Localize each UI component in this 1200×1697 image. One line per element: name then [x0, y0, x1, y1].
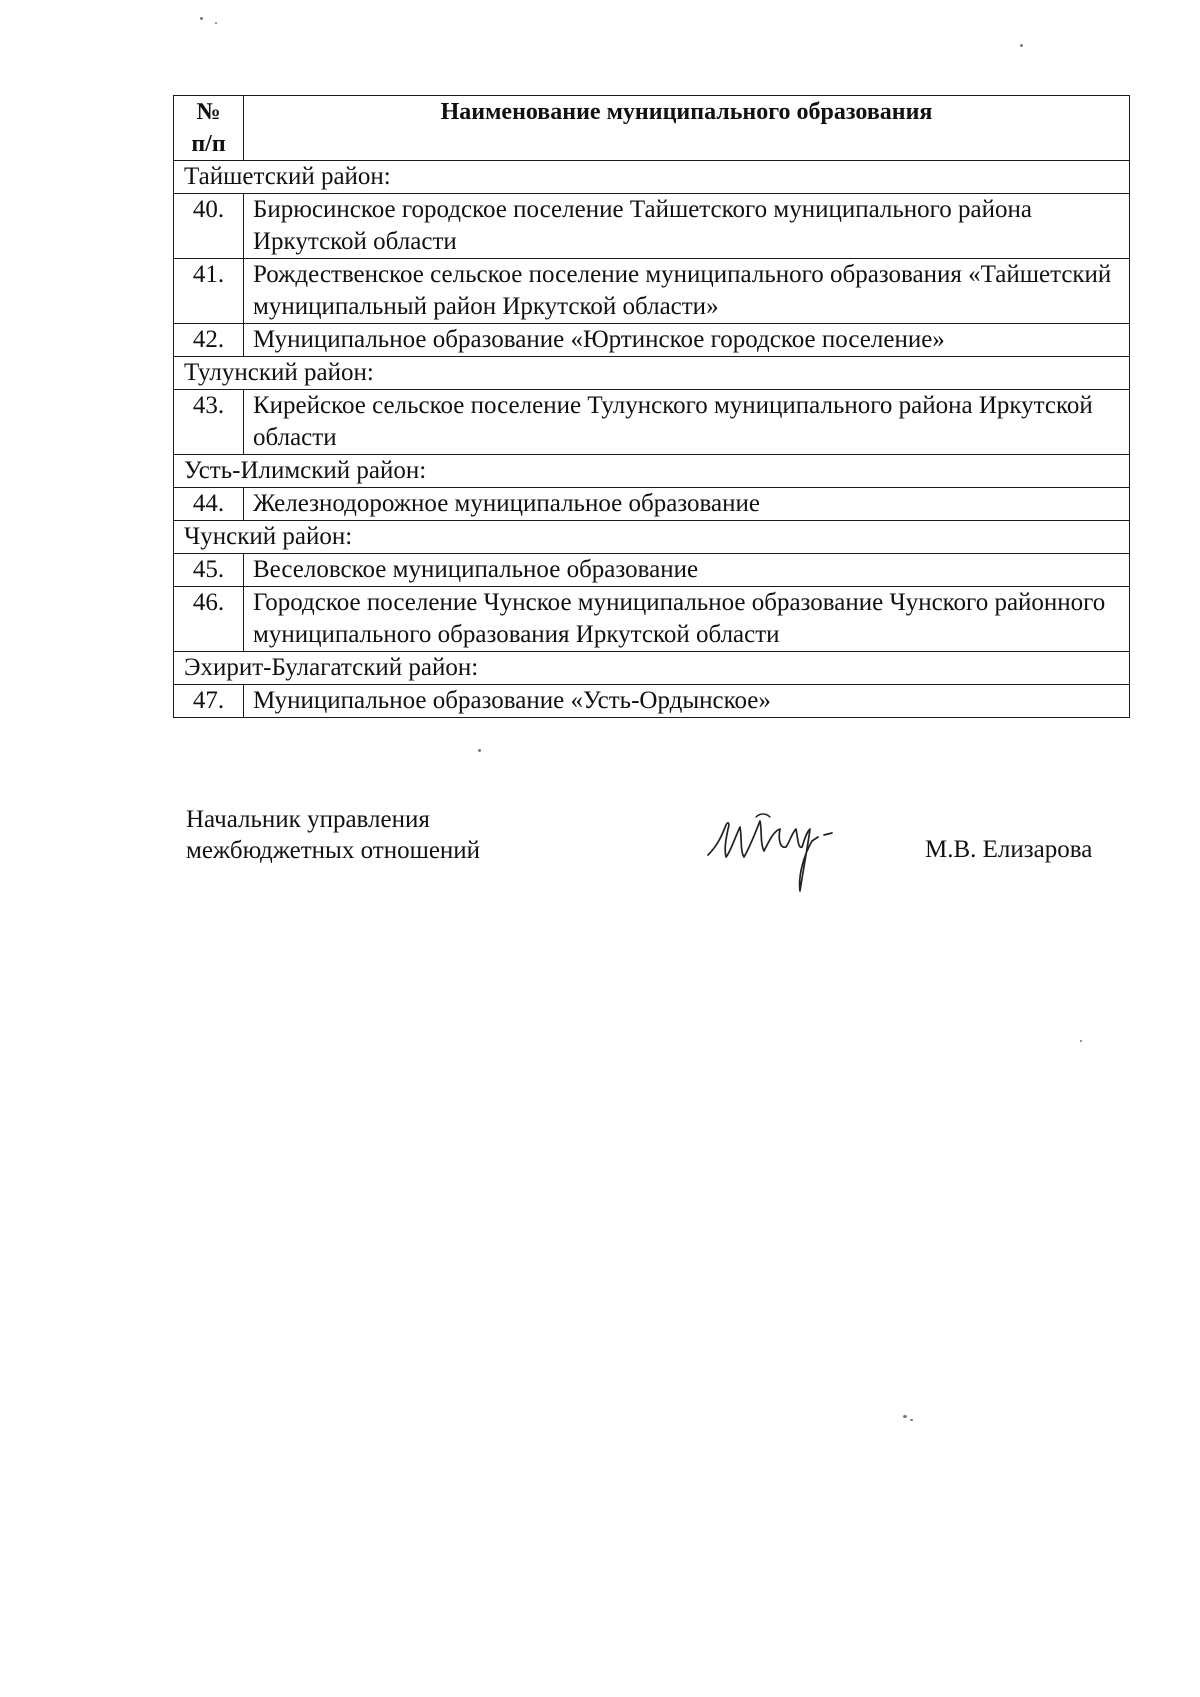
table-body [174, 161, 1130, 718]
signer-name: М.В. Елизарова [925, 836, 1093, 863]
number-column-header [174, 96, 244, 161]
table-row [174, 390, 1130, 455]
district-name: Чунский район: [174, 521, 1130, 554]
entry-name: Муниципальное образование «Юртинское городское поселение» [244, 324, 1130, 357]
scan-speck [215, 22, 217, 24]
entry-name: Веселовское муниципальное образование [244, 554, 1130, 587]
entry-name: Муниципальное образование «Усть-Ордынское» [244, 685, 1130, 718]
table-row [174, 324, 1130, 357]
position-line-1: Начальник управления [186, 806, 430, 833]
scan-speck [1020, 44, 1023, 47]
entry-number: 40. [174, 194, 244, 259]
entry-name: Городское поселение Чунское муниципальное образование Чунского районного муниципального образования Иркутской области [244, 587, 1130, 652]
signatory-position [186, 804, 480, 866]
handwritten-signature [700, 795, 845, 895]
table-row [174, 587, 1130, 652]
table-row [174, 259, 1130, 324]
table-row [174, 488, 1130, 521]
scan-speck [1080, 1040, 1082, 1042]
number-header-line2: п/п [191, 131, 226, 157]
entry-number: 47. [174, 685, 244, 718]
district-row [174, 357, 1130, 390]
scan-speck [200, 17, 203, 20]
table-row [174, 685, 1130, 718]
table-row [174, 194, 1130, 259]
scan-speck [478, 749, 481, 752]
number-header-line1: № [196, 99, 221, 125]
entry-number: 41. [174, 259, 244, 324]
municipalities-table [173, 95, 1130, 718]
position-line-2: межбюджетных отношений [186, 837, 481, 864]
district-name: Эхирит-Булагатский район: [174, 652, 1130, 685]
entry-number: 43. [174, 390, 244, 455]
entry-number: 46. [174, 587, 244, 652]
scan-speck [910, 1419, 913, 1421]
entry-number: 44. [174, 488, 244, 521]
district-name: Тулунский район: [174, 357, 1130, 390]
district-row [174, 161, 1130, 194]
district-row [174, 455, 1130, 488]
entry-number: 42. [174, 324, 244, 357]
entry-name: Бирюсинское городское поселение Тайшетского муниципального района Иркутской области [244, 194, 1130, 259]
scan-speck [903, 1415, 907, 1418]
entry-name: Рождественское сельское поселение муниципального образования «Тайшетский муниципальный район Иркутской области» [244, 259, 1130, 324]
entry-number: 45. [174, 554, 244, 587]
entry-name: Кирейское сельское поселение Тулунского муниципального района Иркутской области [244, 390, 1130, 455]
district-name: Тайшетский район: [174, 161, 1130, 194]
table-row [174, 554, 1130, 587]
entry-name: Железнодорожное муниципальное образование [244, 488, 1130, 521]
district-row [174, 521, 1130, 554]
table-header-row [174, 96, 1130, 161]
district-name: Усть-Илимский район: [174, 455, 1130, 488]
name-column-header: Наименование муниципального образования [244, 96, 1130, 161]
district-row [174, 652, 1130, 685]
